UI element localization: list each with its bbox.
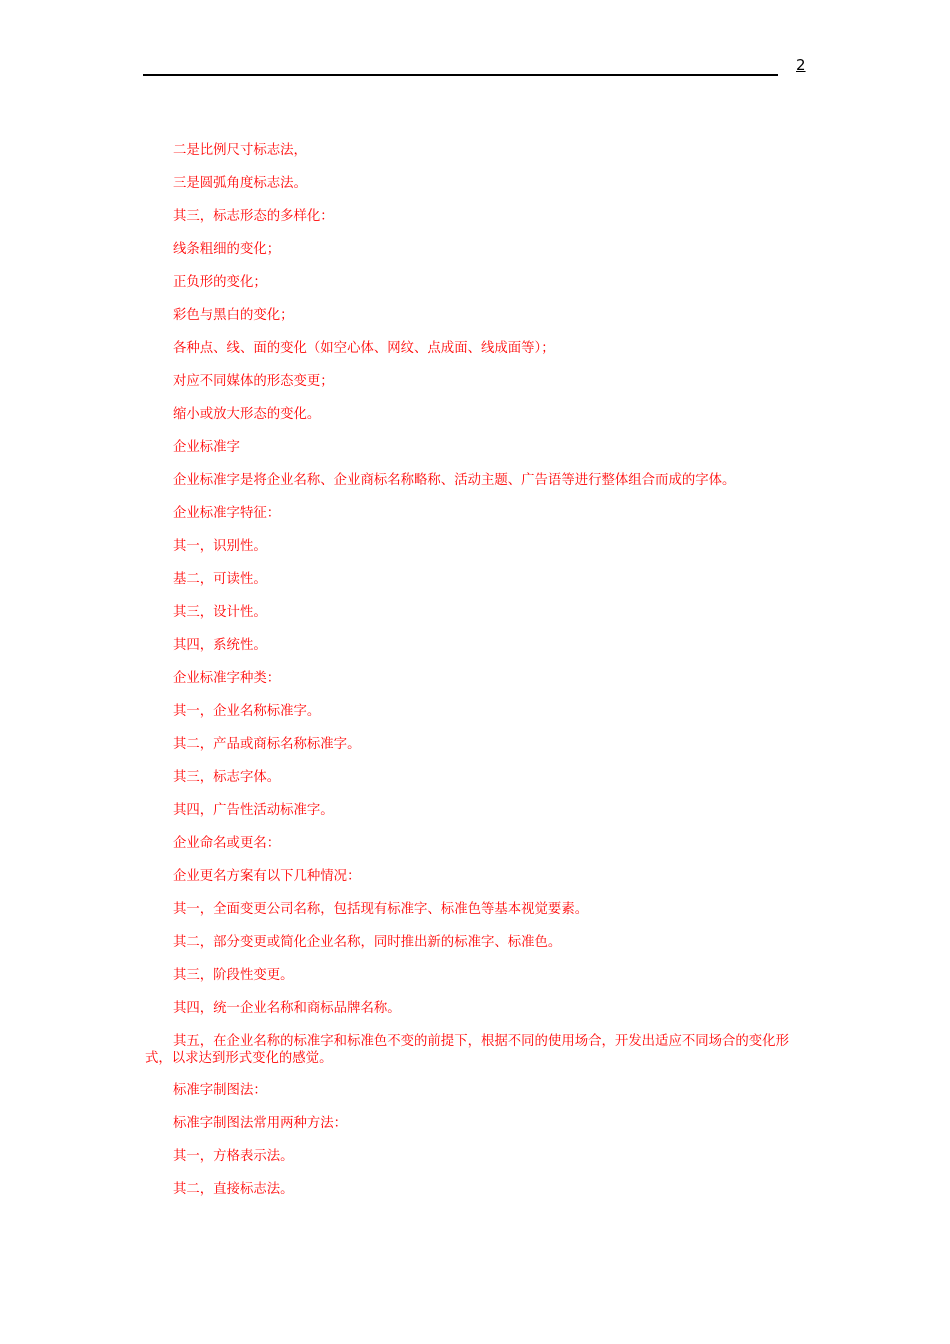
paragraph: 其二，直接标志法。 <box>173 1182 294 1197</box>
paragraph: 其五，在企业名称的标准字和标准色不变的前提下，根据不同的使用场合，开发出适应不同场合的变化形式，以求达到形式变化的感觉。 <box>145 1034 789 1066</box>
paragraph: 标准字制图法： <box>173 1083 267 1098</box>
paragraph: 彩色与黑白的变化； <box>173 308 294 323</box>
paragraph: 其四，广告性活动标准字。 <box>173 803 334 818</box>
paragraph: 其一，全面变更公司名称，包括现有标准字、标准色等基本视觉要素。 <box>173 902 589 917</box>
paragraph: 各种点、线、面的变化（如空心体、网纹、点成面、线成面等）； <box>173 341 555 356</box>
paragraph: 二是比例尺寸标志法， <box>173 143 307 158</box>
paragraph: 其一，识别性。 <box>173 539 267 554</box>
paragraph: 其一，方格表示法。 <box>173 1149 294 1164</box>
paragraph: 企业命名或更名： <box>173 836 281 851</box>
paragraph: 企业更名方案有以下几种情况： <box>173 869 361 884</box>
paragraph: 正负形的变化； <box>173 275 267 290</box>
paragraph: 其三，标志字体。 <box>173 770 281 785</box>
paragraph: 基二，可读性。 <box>173 572 267 587</box>
paragraph: 缩小或放大形态的变化。 <box>173 407 321 422</box>
paragraph: 三是圆弧角度标志法。 <box>173 176 307 191</box>
paragraph: 其二，部分变更或简化企业名称，同时推出新的标准字、标准色。 <box>173 935 562 950</box>
document-body <box>145 142 809 1214</box>
paragraph: 企业标准字特征： <box>173 506 281 521</box>
paragraph: 其三，阶段性变更。 <box>173 968 294 983</box>
paragraph: 其三，标志形态的多样化： <box>173 209 334 224</box>
paragraph: 企业标准字种类： <box>173 671 281 686</box>
section-heading: 企业标准字 <box>173 440 240 455</box>
header-rule <box>143 74 778 76</box>
paragraph: 其四，系统性。 <box>173 638 267 653</box>
paragraph: 对应不同媒体的形态变更； <box>173 374 334 389</box>
paragraph: 其三，设计性。 <box>173 605 267 620</box>
paragraph: 其四，统一企业名称和商标品牌名称。 <box>173 1001 401 1016</box>
paragraph: 线条粗细的变化； <box>173 242 281 257</box>
paragraph: 标准字制图法常用两种方法： <box>173 1116 348 1131</box>
paragraph: 其二，产品或商标名称标准字。 <box>173 737 361 752</box>
paragraph: 其一，企业名称标准字。 <box>173 704 321 719</box>
page-number: 2 <box>796 56 806 74</box>
paragraph: 企业标准字是将企业名称、企业商标名称略称、活动主题、广告语等进行整体组合而成的字体。 <box>173 473 736 488</box>
